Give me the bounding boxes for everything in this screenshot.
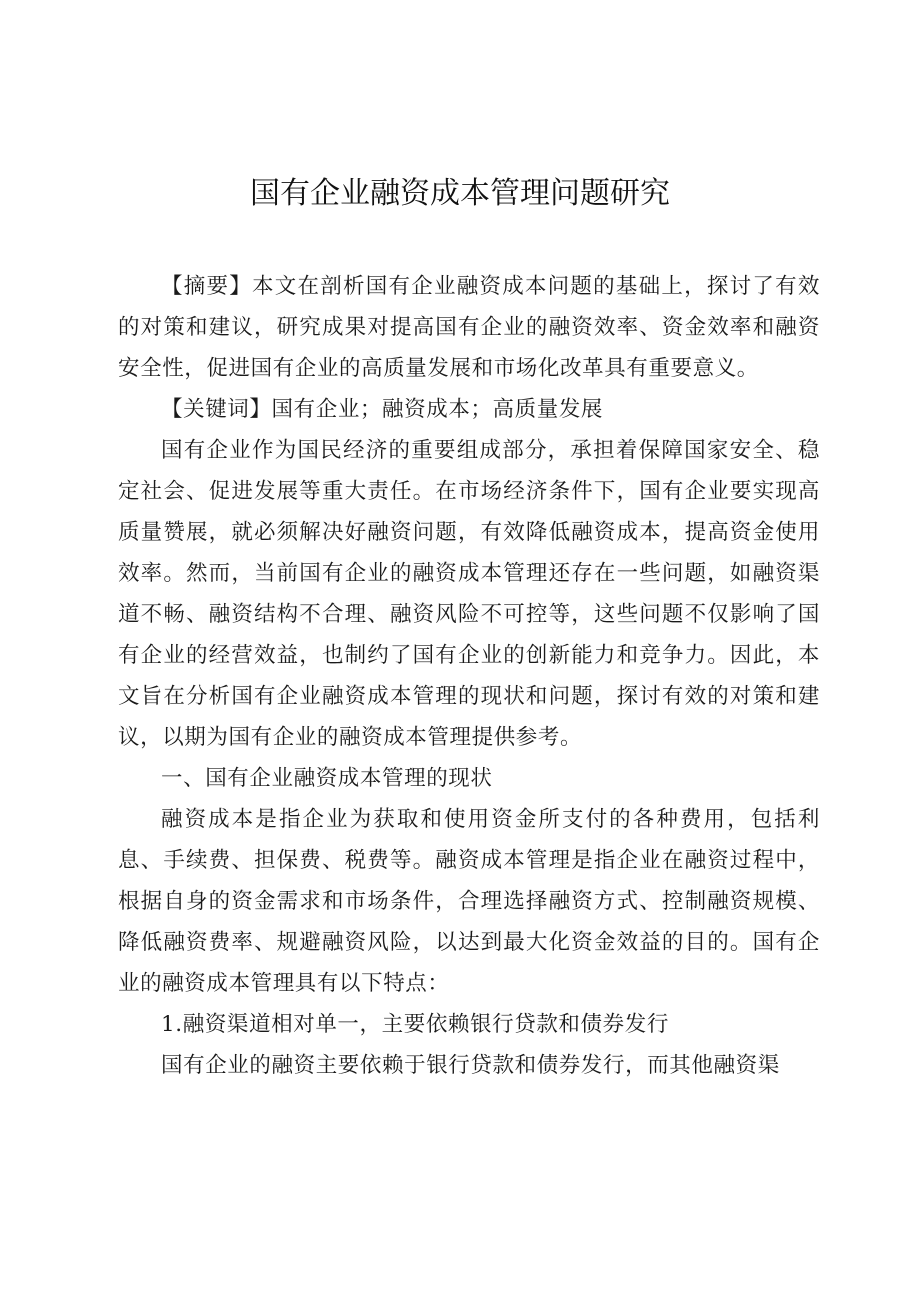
abstract-text: 本文在剖析国有企业融资成本问题的基础上，探讨了有效的对策和建议，研究成果对提高国有企业的融资效率、资金效率和融资安全性，促进国有企业的高质量发展和市场化改革具有重要意义。 — [118, 274, 820, 381]
document-title: 国有企业融资成本管理问题研究 — [250, 176, 670, 211]
abstract-paragraph — [118, 266, 820, 389]
keywords-label: 【关键词】 — [161, 397, 272, 422]
intro-paragraph: 国有企业作为国民经济的重要组成部分，承担着保障国家安全、稳定社会、促进发展等重大责任。在市场经济条件下，国有企业要实现高质量赞展，就必须解决好融资问题，有效降低融资成本，提高资金使用效率。然而，当前国有企业的融资成本管理还存在一些问题，如融资渠道不畅、融资结构不合理、融资风险不可控等，这些问题不仅影响了国有企业的经营效益，也制约了国有企业的创新能力和竞争力。因此，本文旨在分析国有企业融资成本管理的现状和问题，探讨有效的对策和建议，以期为国有企业的融资成本管理提供参考。 — [118, 438, 820, 750]
subsection-1-heading: 1.融资渠道相对单一，主要依赖银行贷款和债券发行 — [161, 1012, 669, 1037]
section-1-heading: 一、国有企业融资成本管理的现状 — [161, 766, 493, 791]
keywords-text: 国有企业；融资成本；高质量发展 — [271, 397, 604, 422]
subsection-1-paragraph: 国有企业的融资主要依赖于银行贷款和债券发行，而其他融资渠 — [161, 1053, 780, 1078]
document-body — [118, 266, 820, 1086]
keywords-paragraph — [118, 389, 820, 430]
section-1-paragraph: 融资成本是指企业为获取和使用资金所支付的各种费用，包括利息、手续费、担保费、税费等。融资成本管理是指企业在融资过程中，根据自身的资金需求和市场条件，合理选择融资方式、控制融资规模、降低融资费率、规避融资风险，以达到最大化资金效益的目的。国有企业的融资成本管理具有以下特点： — [118, 807, 820, 996]
abstract-label: 【摘要】 — [161, 274, 252, 299]
